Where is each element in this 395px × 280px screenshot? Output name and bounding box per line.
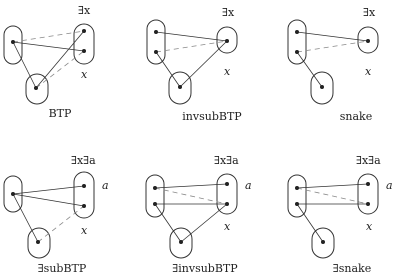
left-domain-box: [288, 175, 306, 217]
panel-btp: [4, 4, 94, 120]
edge-dashed: [297, 41, 368, 52]
vertex-bottom: [320, 85, 324, 89]
variable-x-label: x: [81, 68, 88, 81]
panel-snake: [288, 6, 378, 123]
quantifier-label: ∃x: [222, 6, 235, 19]
vertex-left-top: [154, 30, 158, 34]
vertex-bottom: [178, 85, 182, 89]
vertex-bottom: [34, 86, 38, 90]
quantifier-label: ∃x∃a: [214, 154, 239, 167]
vertex-left-bottom: [153, 202, 157, 206]
quantifier-label: ∃x∃a: [356, 154, 381, 167]
edge-solid: [13, 194, 84, 206]
right-domain-box: [217, 174, 237, 214]
quantifier-label: ∃x: [363, 6, 376, 19]
panel-exists-snake: [288, 154, 393, 275]
panel-caption: ∃subBTP: [37, 262, 87, 275]
quantifier-label: ∃x: [78, 4, 91, 17]
vertex-right-top: [366, 182, 370, 186]
panel-caption: BTP: [48, 107, 72, 120]
vertex-right: [225, 39, 229, 43]
vertex-left-bottom: [154, 50, 158, 54]
edge-solid: [13, 194, 38, 242]
edge-dashed: [38, 206, 84, 242]
vertex-right-bottom: [225, 202, 229, 206]
variable-x-label: x: [224, 65, 231, 78]
vertex-right-bottom: [82, 49, 86, 53]
edge-solid: [156, 52, 180, 87]
vertex-left-top: [153, 186, 157, 190]
edge-solid: [156, 32, 227, 41]
panel-caption: snake: [339, 110, 373, 123]
variable-a-label: a: [102, 179, 109, 192]
variable-x-label: x: [224, 220, 231, 233]
panel-exists-invsubbtp: [146, 154, 252, 275]
left-domain-box: [146, 175, 164, 217]
edge-solid: [297, 204, 323, 242]
edge-dashed: [156, 41, 227, 52]
edge-solid: [181, 204, 227, 242]
variable-x-label: x: [365, 65, 372, 78]
variable-a-label: a: [386, 179, 393, 192]
panel-invsubbtp: [147, 6, 242, 123]
edge-solid: [13, 186, 84, 194]
vertex-left-bottom: [295, 50, 299, 54]
edge-dashed: [297, 188, 368, 204]
vertex-right-top: [82, 184, 86, 188]
panel-exists-subbtp: [4, 154, 109, 275]
edge-solid: [297, 184, 368, 188]
vertex-left: [11, 192, 15, 196]
edge-solid: [297, 32, 368, 41]
edge-dashed: [155, 188, 227, 204]
left-domain-box: [288, 20, 306, 64]
quantifier-label: ∃x∃a: [71, 154, 96, 167]
edge-solid: [13, 42, 36, 88]
vertex-right: [366, 39, 370, 43]
left-domain-box: [147, 20, 165, 64]
vertex-left-top: [295, 30, 299, 34]
vertex-left-bottom: [295, 202, 299, 206]
vertex-right-top: [225, 182, 229, 186]
vertex-left: [11, 40, 15, 44]
vertex-right-top: [82, 29, 86, 33]
right-domain-box: [358, 174, 378, 214]
panel-caption: ∃snake: [332, 262, 372, 275]
vertex-left-top: [295, 186, 299, 190]
vertex-right-bottom: [366, 202, 370, 206]
edge-solid: [180, 41, 227, 87]
edge-solid: [297, 52, 322, 87]
panel-caption: ∃invsubBTP: [172, 262, 238, 275]
vertex-right-bottom: [82, 204, 86, 208]
left-domain-box: [4, 26, 22, 64]
variable-x-label: x: [366, 220, 373, 233]
vertex-bottom: [179, 240, 183, 244]
panel-caption: invsubBTP: [182, 110, 242, 123]
variable-x-label: x: [81, 224, 88, 237]
edge-solid: [155, 204, 181, 242]
variable-a-label: a: [245, 179, 252, 192]
edge-dashed: [13, 31, 84, 42]
vertex-bottom: [36, 240, 40, 244]
edge-dashed: [36, 51, 84, 88]
edge-solid: [155, 184, 227, 188]
vertex-bottom: [321, 240, 325, 244]
edge-solid: [36, 31, 84, 88]
